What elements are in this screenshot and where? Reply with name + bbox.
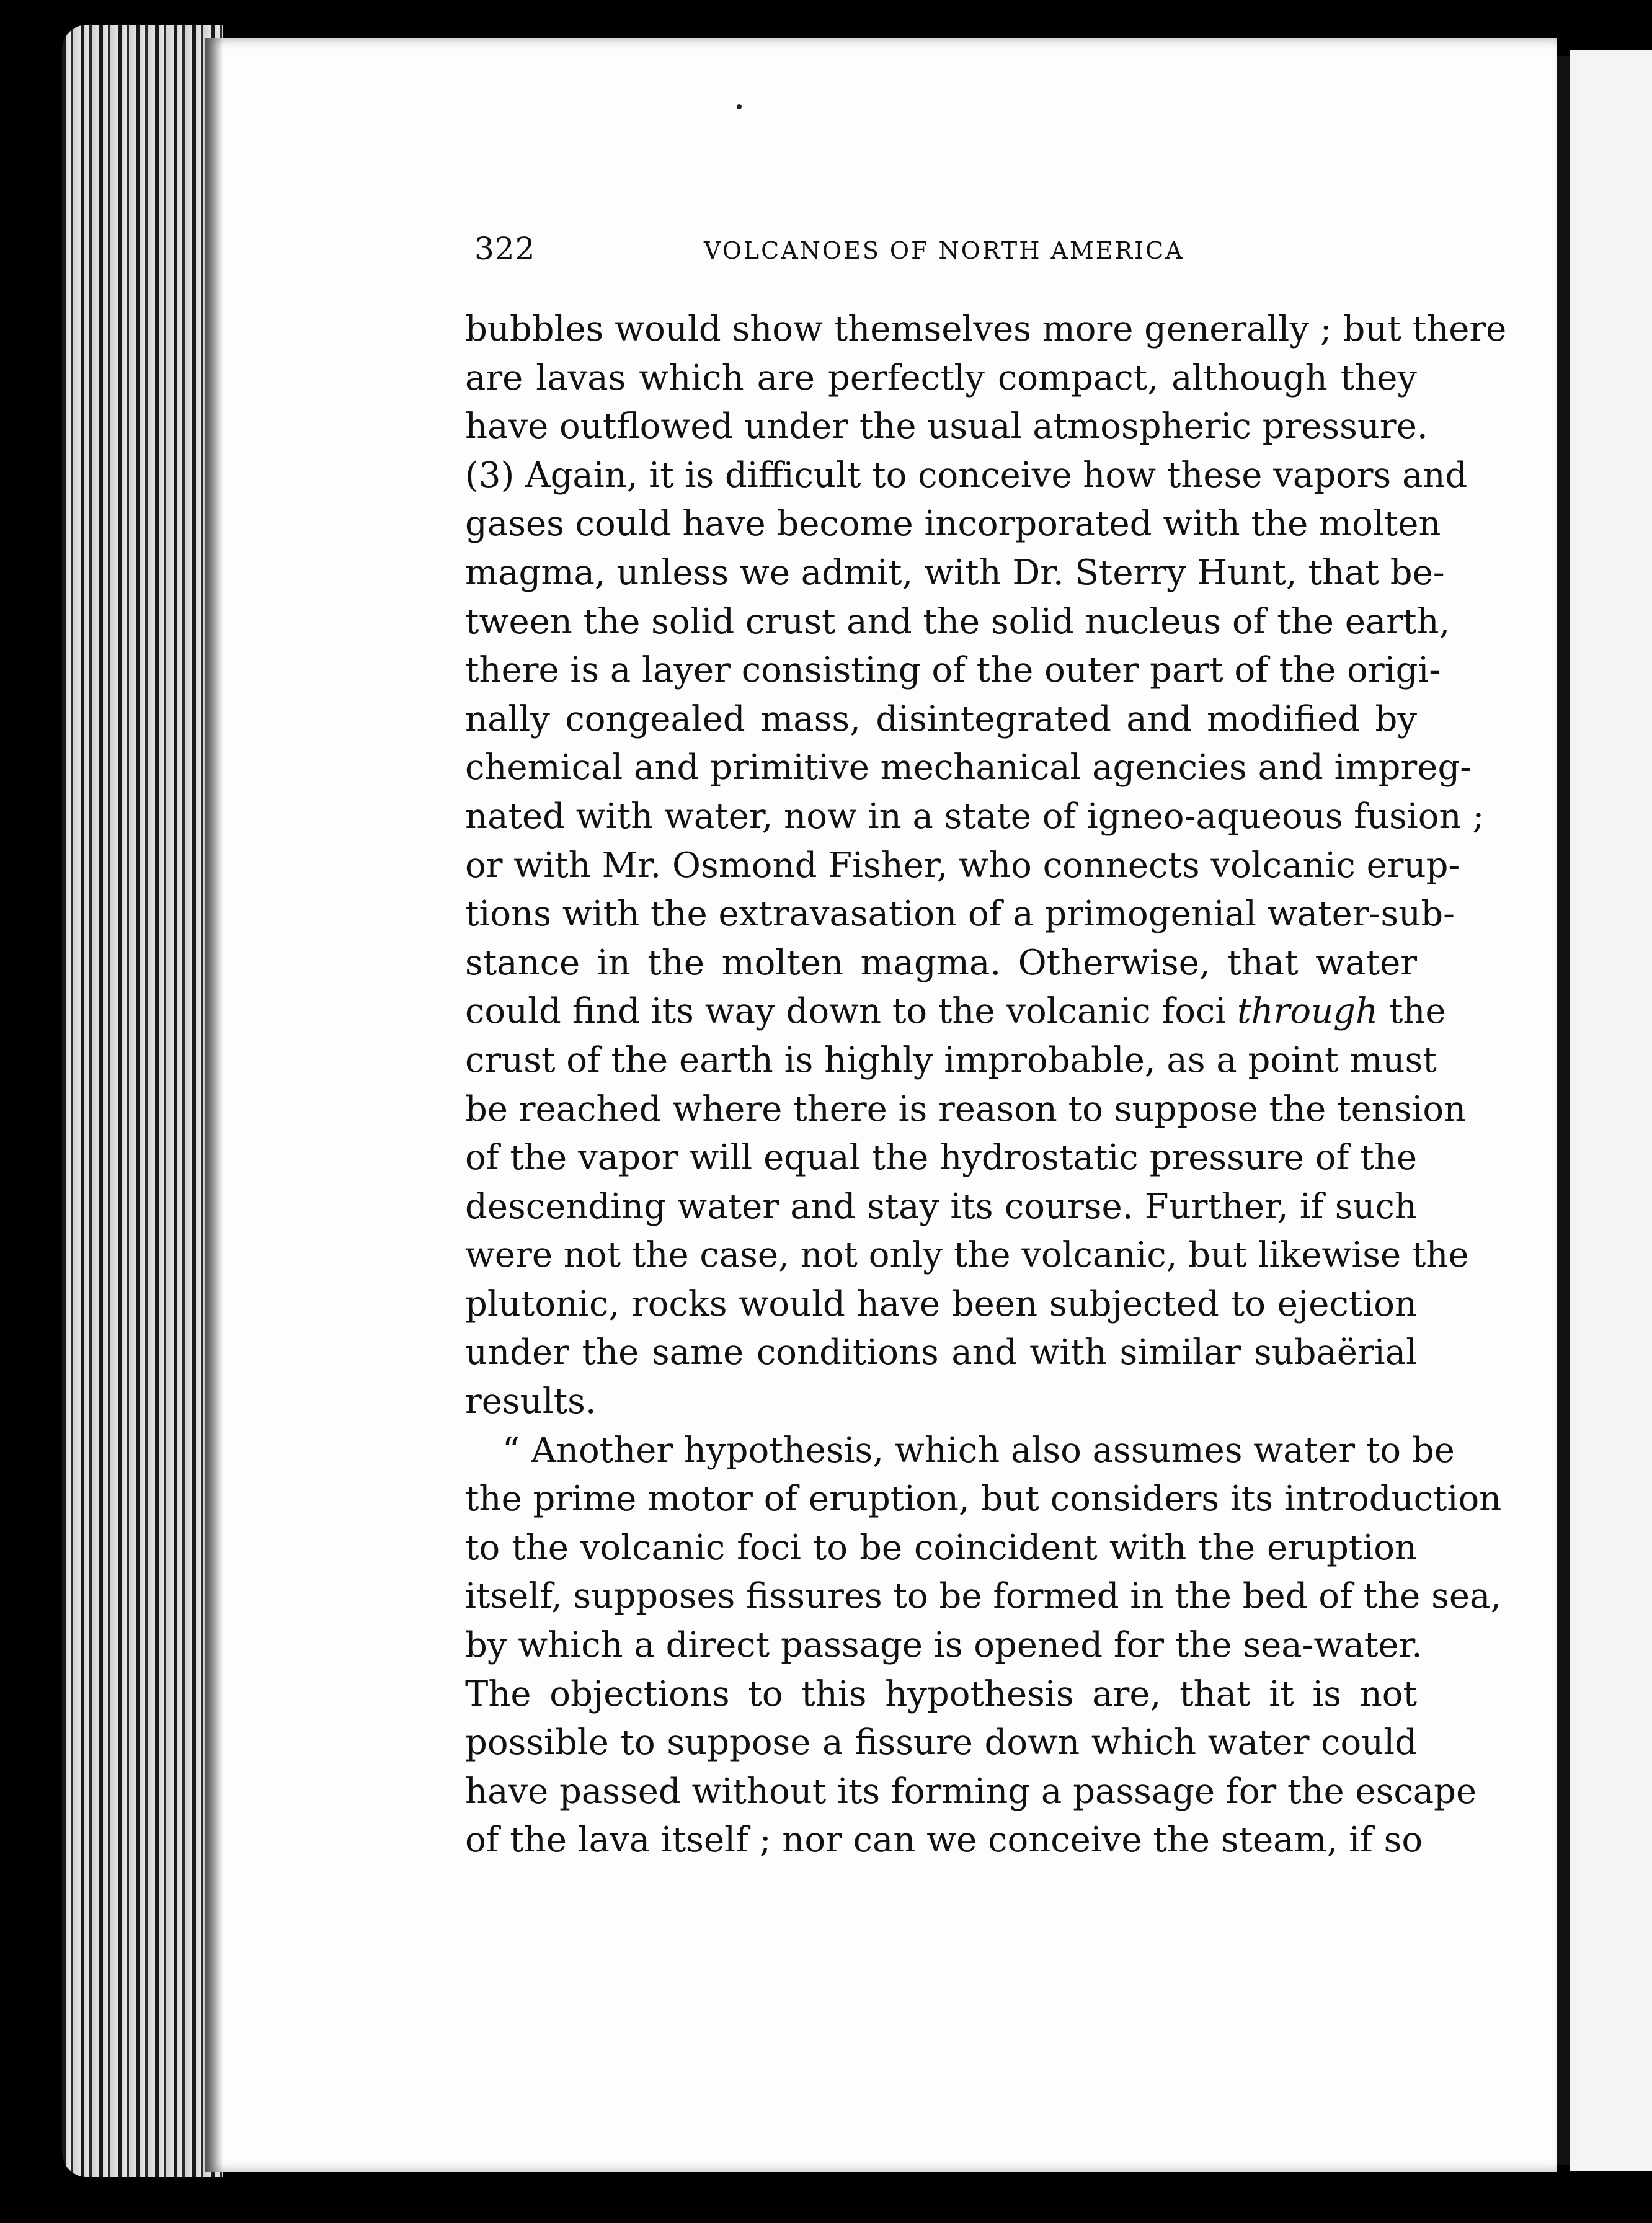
text-line: there is a layer consisting of the outer part of the origi- <box>465 650 1441 691</box>
text-line-paragraph-start: “ Another hypothesis, which also assumes water to be <box>502 1430 1455 1471</box>
text-line: plutonic, rocks would have been subjected to ejection <box>465 1283 1417 1324</box>
text-line: have passed without its forming a passage for the escape <box>465 1771 1477 1812</box>
text-line-last: results. <box>465 1381 597 1422</box>
page-number: 322 <box>474 231 536 267</box>
text-line: nated with water, now in a state of igneo-aqueous fusion ; <box>465 796 1485 837</box>
text-line: be reached where there is reason to suppose the tension <box>465 1089 1467 1129</box>
text-line: stance in the molten magma. Otherwise, that water <box>465 942 1417 983</box>
book-page-edges <box>62 25 223 2177</box>
text-line: of the lava itself ; nor can we conceive the steam, if so <box>465 1820 1423 1861</box>
body-text <box>465 305 1507 1865</box>
text-segment: could find its way down to the volcanic foci <box>465 991 1238 1032</box>
text-line: nally congealed mass, disintegrated and modified by <box>465 698 1417 739</box>
text-line: under the same conditions and with similar subaërial <box>465 1332 1417 1373</box>
text-line: have outflowed under the usual atmospheric pressure. <box>465 406 1428 447</box>
text-line: tions with the extravasation of a primogenial water-sub- <box>465 894 1455 935</box>
text-line: possible to suppose a fissure down which water could <box>465 1722 1417 1763</box>
text-line: of the vapor will equal the hydrostatic pressure of the <box>465 1138 1417 1178</box>
text-line: to the volcanic foci to be coincident with the eruption <box>465 1527 1417 1568</box>
text-line: magma, unless we admit, with Dr. Sterry Hunt, that be- <box>465 552 1445 593</box>
spine-shadow <box>205 38 223 2172</box>
ink-speck <box>737 104 742 109</box>
text-line: by which a direct passage is opened for the sea-water. <box>465 1625 1423 1666</box>
italic-word: through <box>1237 991 1379 1032</box>
text-line: gases could have become incorporated with the molten <box>465 504 1441 545</box>
text-line: The objections to this hypothesis are, that it is not <box>465 1673 1417 1714</box>
text-line: chemical and primitive mechanical agencies and impreg- <box>465 747 1472 788</box>
text-segment: the <box>1378 991 1446 1032</box>
facing-page-edge <box>1570 50 1652 2171</box>
text-line: tween the solid crust and the solid nucleus of the earth, <box>465 601 1450 642</box>
text-line: bubbles would show themselves more generally ; but there <box>465 309 1507 349</box>
text-line: are lavas which are perfectly compact, although they <box>465 357 1417 398</box>
text-line-with-italic <box>465 987 1446 1036</box>
text-line: were not the case, not only the volcanic, but likewise the <box>465 1235 1469 1276</box>
text-line: or with Mr. Osmond Fisher, who connects volcanic erup- <box>465 845 1460 886</box>
binding-shadow-right <box>1557 56 1570 2165</box>
text-line: itself, supposes fissures to be formed in the bed of the sea, <box>465 1576 1502 1617</box>
page-header <box>474 231 1200 274</box>
text-line: crust of the earth is highly improbable, as a point must <box>465 1040 1437 1080</box>
running-title: VOLCANOES OF NORTH AMERICA <box>704 237 1184 264</box>
text-line: descending water and stay its course. Further, if such <box>465 1186 1417 1227</box>
text-line: the prime motor of eruption, but considers its introduction <box>465 1479 1502 1520</box>
text-line: (3) Again, it is difficult to conceive how these vapors and <box>465 455 1468 496</box>
